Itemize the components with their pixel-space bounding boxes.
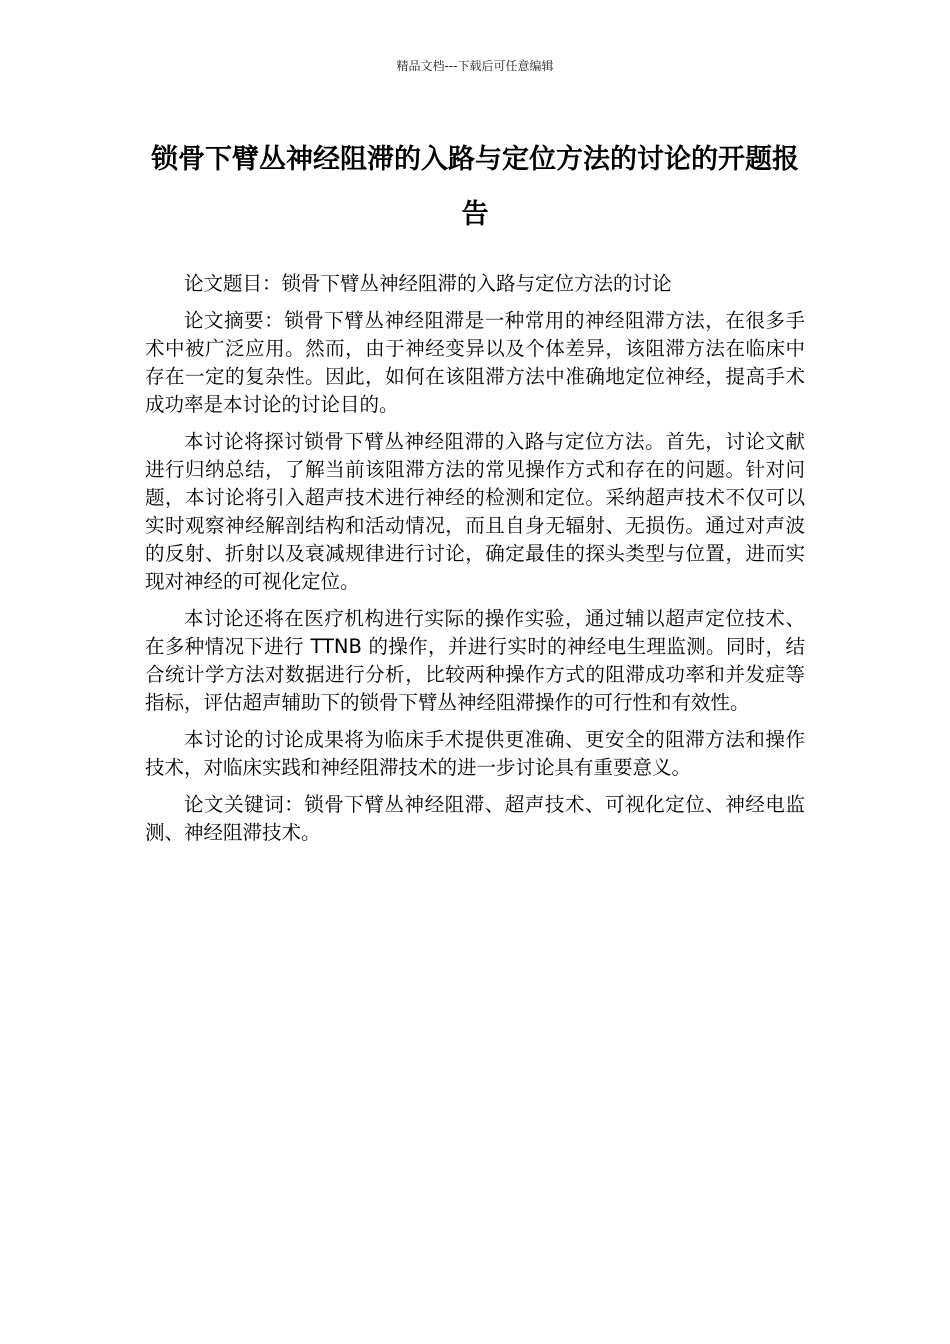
document-body — [145, 270, 805, 856]
document-title: 锁骨下臂丛神经阻滞的入路与定位方法的讨论的开题报告 — [151, 144, 799, 230]
paragraph-abstract: 论文摘要：锁骨下臂丛神经阻滞是一种常用的神经阻滞方法，在很多手术中被广泛应用。然而，由于神经变异以及个体差异，该阻滞方法在临床中存在一定的复杂性。因此，如何在该阻滞方法中准确地定位神经，提高手术成功率是本讨论的讨论目的。 — [145, 309, 805, 416]
paragraph-keywords: 论文关键词：锁骨下臂丛神经阻滞、超声技术、可视化定位、神经电监测、神经阻滞技术。 — [145, 793, 805, 844]
paragraph-method: 本讨论将探讨锁骨下臂丛神经阻滞的入路与定位方法。首先，讨论文献进行归纳总结，了解当前该阻滞方法的常见操作方式和存在的问题。针对问题，本讨论将引入超声技术进行神经的检测和定位。采纳超声技术不仅可以实时观察神经解剖结构和活动情况，而且自身无辐射、无损伤。通过对声波的反射、折射以及衰减规律进行讨论，确定最佳的探头类型与位置，进而实现对神经的可视化定位。 — [145, 430, 805, 593]
paragraph-thesis-title: 论文题目：锁骨下臂丛神经阻滞的入路与定位方法的讨论 — [184, 272, 672, 295]
paragraph-significance: 本讨论的讨论成果将为临床手术提供更准确、更安全的阻滞方法和操作技术，对临床实践和神经阻滞技术的进一步讨论具有重要意义。 — [145, 728, 805, 779]
page-header: 精品文档---下载后可任意编辑 — [396, 59, 554, 73]
paragraph-experiment: 本讨论还将在医疗机构进行实际的操作实验，通过辅以超声定位技术、在多种情况下进行 TTNB 的操作，并进行实时的神经电生理监测。同时，结合统计学方法对数据进行分析，比较两种操作方式的阻滞成功率和并发症等指标，评估超声辅助下的锁骨下臂丛神经阻滞操作的可行性和有效性。 — [145, 607, 805, 714]
